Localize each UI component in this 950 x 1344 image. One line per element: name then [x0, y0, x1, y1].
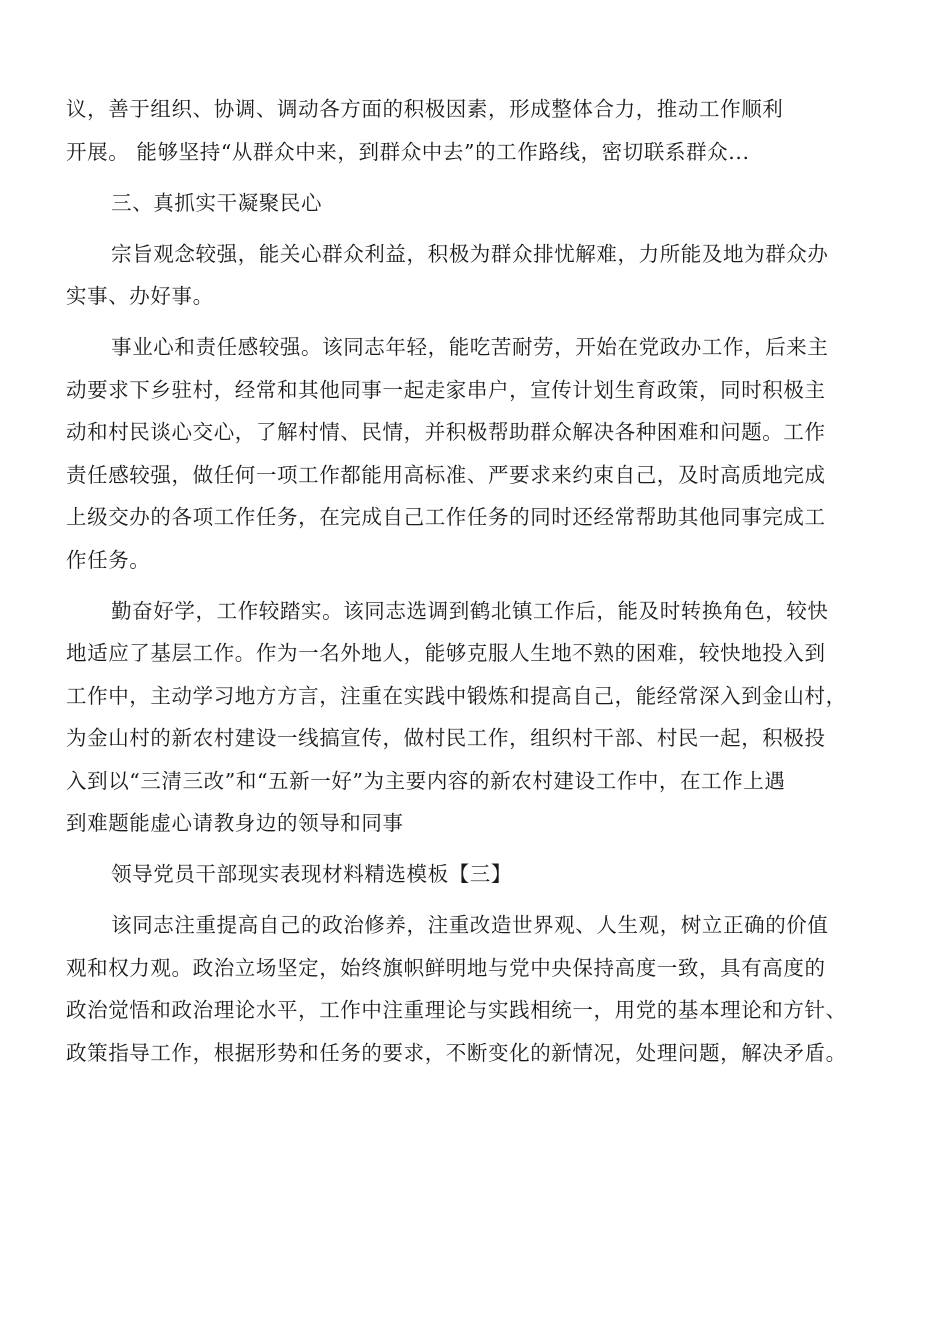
paragraph — [66, 904, 902, 1074]
text-line: 入到以“三清三改”和“五新一好”为主要内容的新农村建设工作中，在工作上遇 — [66, 768, 786, 793]
text-line: 实事、办好事。 — [66, 284, 214, 308]
heading-text: 领导党员干部现实表现材料精选模板【三】 — [111, 862, 512, 886]
section-heading — [66, 182, 902, 225]
text-line: 动要求下乡驻村，经常和其他同事一起走家串户，宣传计划生育政策，同时积极主 — [66, 377, 826, 402]
text-line: 议，善于组织、协调、调动各方面的积极因素，形成整体合力，推动工作顺利 — [66, 97, 784, 121]
text-line: 观和权力观。政治立场坚定，始终旗帜鲜明地与党中央保持高度一致，具有高度的 — [66, 955, 826, 980]
section-heading — [66, 853, 902, 896]
paragraph — [66, 326, 902, 581]
paragraph — [66, 233, 902, 318]
document-body — [66, 88, 902, 1083]
text-line: 到难题能虚心请教身边的领导和同事 — [66, 811, 404, 835]
text-line: 政策指导工作，根据形势和任务的要求，不断变化的新情况，处理问题，解决矛盾。 — [66, 1040, 847, 1065]
text-line: 作任务。 — [66, 547, 151, 572]
text-line: 为金山村的新农村建设一线搞宣传，做村民工作，组织村干部、村民一起，积极投 — [66, 726, 826, 750]
text-line: 政治觉悟和政治理论水平，工作中注重理论与实践相统一，用党的基本理论和方针、 — [66, 998, 847, 1022]
text-line: 宗旨观念较强，能关心群众利益，积极为群众排忧解难，力所能及地为群众办 — [111, 241, 829, 266]
text-line: 地适应了基层工作。作为一名外地人，能够克服人生地不熟的困难，较快地投入到 — [66, 641, 826, 665]
paragraph — [66, 590, 902, 845]
text-line: 动和村民谈心交心，了解村情、民情，并积极帮助群众解决各种困难和问题。工作 — [66, 420, 826, 444]
heading-text: 三、真抓实干凝聚民心 — [111, 190, 323, 215]
text-line: 勤奋好学，工作较踏实。该同志选调到鹤北镇工作后，能及时转换角色，较快 — [111, 598, 829, 623]
paragraph-continuation — [66, 88, 902, 173]
text-line: 事业心和责任感较强。该同志年轻，能吃苦耐劳，开始在党政办工作，后来主 — [111, 335, 829, 359]
text-line: 该同志注重提高自己的政治修养，注重改造世界观、人生观，树立正确的价值 — [111, 913, 829, 937]
text-line: 开展。 能够坚持“从群众中来，到群众中去”的工作路线，密切联系群众... — [66, 139, 750, 164]
text-line: 责任感较强，做任何一项工作都能用高标准、严要求来约束自己，及时高质地完成 — [66, 462, 826, 487]
text-line: 上级交办的各项工作任务，在完成自己工作任务的同时还经常帮助其他同事完成工 — [66, 505, 826, 529]
text-line: 工作中，主动学习地方方言，注重在实践中锻炼和提高自己，能经常深入到金山村， — [66, 683, 847, 708]
